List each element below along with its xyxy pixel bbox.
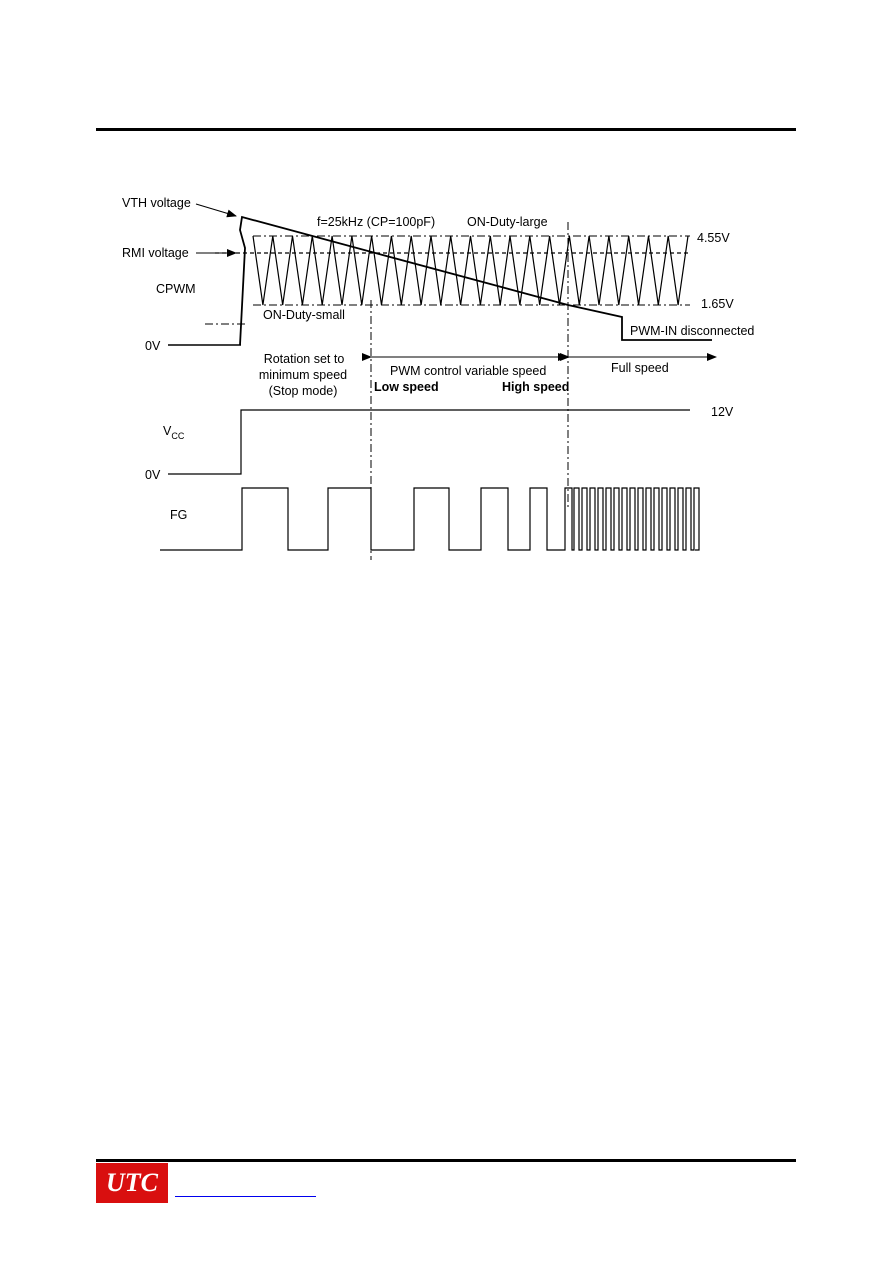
zero-volt-label: 0V [145, 339, 161, 353]
low-speed-label: Low speed [374, 380, 439, 394]
level-165-label: 1.65V [701, 297, 734, 311]
high-speed-label: High speed [502, 380, 570, 394]
utc-logo [96, 1163, 168, 1203]
pwm-control-label: PWM control variable speed [390, 364, 547, 378]
vcc-step-line [168, 410, 690, 474]
zero-volt-label-vcc: 0V [145, 468, 161, 482]
full-speed-label: Full speed [611, 361, 669, 375]
utc-logo-text: UTC [106, 1168, 158, 1197]
vcc-label-sub: CC [171, 431, 185, 441]
vth-arrow [196, 204, 236, 216]
vcc-label-main: V [163, 424, 172, 438]
rotation-label-line2: minimum speed [258, 368, 348, 382]
level-455-label: 4.55V [697, 231, 730, 245]
vth-label: VTH voltage [122, 196, 191, 210]
fg-label: FG [170, 508, 188, 522]
duty-large-label: ON-Duty-large [467, 215, 548, 229]
pwm-in-label: PWM-IN disconnected [630, 324, 755, 338]
rotation-label-line1: Rotation set to [263, 352, 345, 366]
fg-square-wave [160, 488, 699, 550]
rmi-label: RMI voltage [122, 246, 189, 260]
twelve-volt-label: 12V [711, 405, 734, 419]
rotation-label-line3: (Stop mode) [268, 384, 338, 398]
footer-link-underline[interactable] [175, 1196, 316, 1197]
footer-rule [96, 1159, 796, 1162]
vcc-label [163, 424, 185, 441]
cpwm-label: CPWM [156, 282, 196, 296]
frequency-label: f=25kHz (CP=100pF) [317, 215, 436, 229]
duty-small-label: ON-Duty-small [263, 308, 345, 322]
cpwm-triangle-wave [253, 236, 688, 305]
